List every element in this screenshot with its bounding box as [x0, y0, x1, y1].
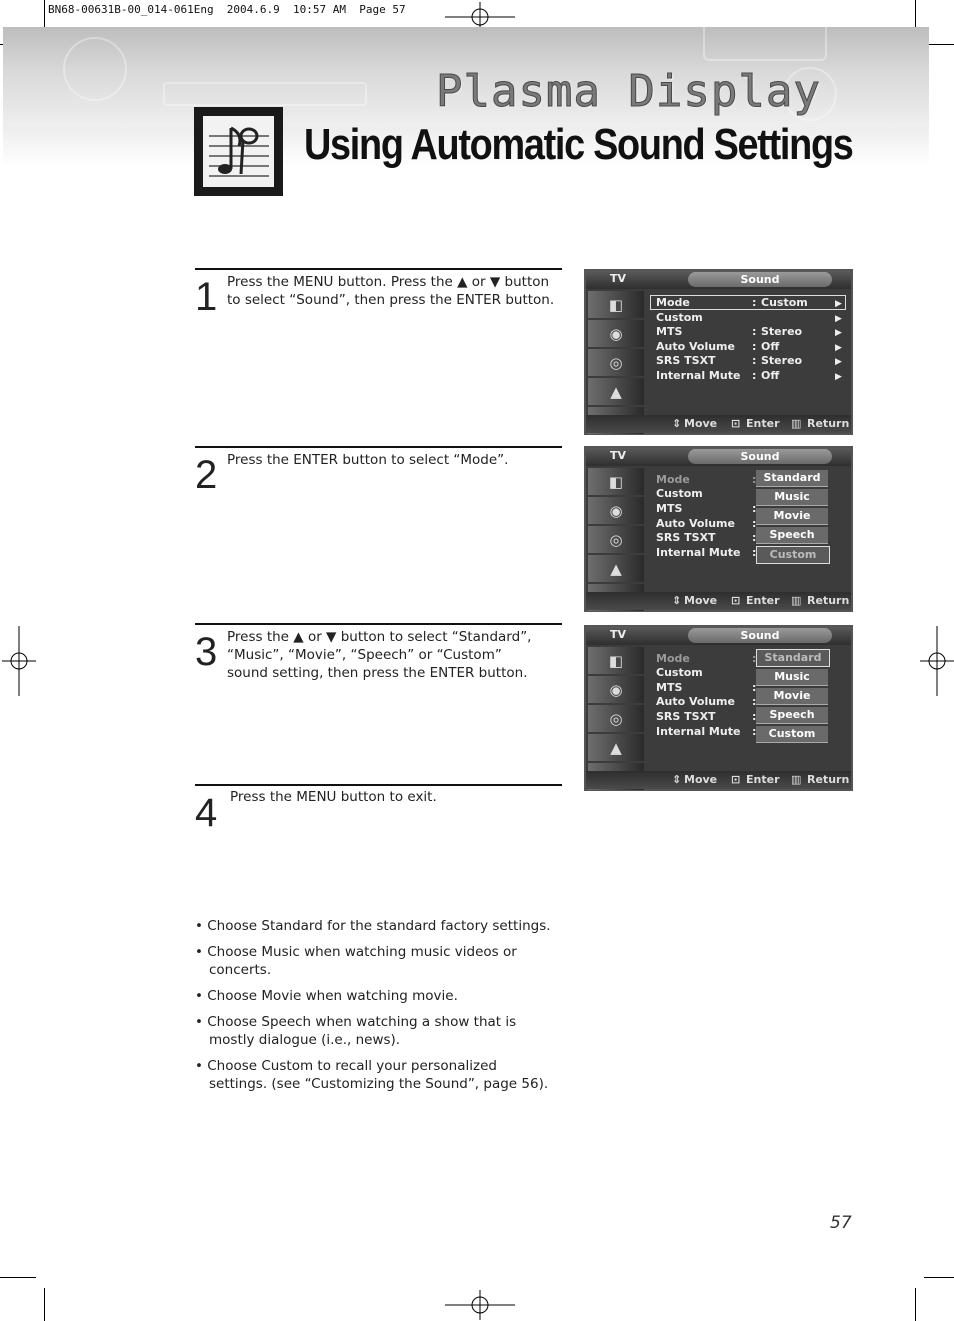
menu-title: Sound: [688, 628, 832, 643]
step-divider: [195, 784, 562, 786]
crop-mark: [924, 1277, 954, 1278]
step-text: Press the ▲ or ▼ button to select “Standard”, “Music”, “Movie”, “Speech” or “Custom” sound setting, then press the ENTER button.: [227, 629, 532, 681]
step-text: Press the MENU button. Press the ▲ or ▼ button to select “Sound”, then press the ENTER button.: [227, 274, 555, 308]
menu-item-custom[interactable]: Custom: [656, 487, 703, 500]
footer-return: Return: [807, 773, 850, 786]
note-item: • Choose Custom to recall your personalized settings. (see “Customizing the Sound”, page 56).: [195, 1058, 549, 1092]
step-number: 2: [195, 453, 218, 497]
step-number: 4: [195, 791, 218, 835]
footer-return: Return: [807, 417, 850, 430]
return-icon: ▥: [791, 417, 802, 430]
picture-icon[interactable]: ◧: [588, 468, 644, 495]
page-title: Using Automatic Sound Settings: [304, 120, 853, 169]
arrow-right-icon: ▶: [835, 357, 842, 367]
menu-item-srs-tsxt[interactable]: SRS TSXT : Stereo ▶: [656, 354, 842, 370]
registration-mark-icon: [445, 1290, 515, 1320]
footer-move: Move: [684, 773, 718, 786]
menu-item-auto-volume[interactable]: Auto Volume :: [656, 695, 757, 708]
option-movie[interactable]: Movie: [756, 508, 828, 525]
arrow-right-icon: ▶: [835, 372, 842, 382]
crop-mark: [0, 1277, 36, 1278]
menu-item-auto-volume[interactable]: Auto Volume : Off ▶: [656, 340, 842, 356]
page-number: 57: [830, 1213, 852, 1233]
tv-menu-header: [586, 271, 851, 289]
footer-move: Move: [684, 594, 718, 607]
channel-icon[interactable]: ◎: [588, 349, 644, 376]
menu-item-internal-mute[interactable]: Internal Mute :: [656, 725, 757, 738]
menu-item-srs-tsxt[interactable]: SRS TSXT :: [656, 710, 757, 723]
step-text: Press the MENU button to exit.: [230, 789, 437, 805]
move-icon: ⇕: [672, 773, 682, 786]
arrow-right-icon: ▶: [835, 343, 842, 353]
option-standard[interactable]: Standard: [756, 649, 830, 667]
tv-label: TV: [610, 628, 627, 641]
move-icon: ⇕: [672, 594, 682, 607]
step-number: 3: [195, 630, 218, 674]
menu-title: Sound: [688, 272, 832, 287]
sound-icon[interactable]: ◉: [588, 497, 644, 524]
menu-item-mode[interactable]: Mode : Custom ▶: [656, 296, 842, 312]
option-custom[interactable]: Custom: [756, 546, 830, 564]
footer-enter: Enter: [746, 594, 780, 607]
step-divider: [195, 446, 562, 448]
menu-item-auto-volume[interactable]: Auto Volume :: [656, 517, 757, 530]
arrow-right-icon: ▶: [835, 314, 842, 324]
sound-icon[interactable]: ◉: [588, 320, 644, 347]
tv-menu-header: [586, 627, 851, 645]
menu-footer: [586, 771, 851, 789]
note-item: • Choose Speech when watching a show that is mostly dialogue (i.e., news).: [195, 1014, 517, 1048]
setup-icon[interactable]: ▲: [588, 555, 644, 582]
option-speech[interactable]: Speech: [756, 707, 828, 724]
registration-mark-icon: [2, 626, 36, 696]
option-speech[interactable]: Speech: [756, 527, 828, 544]
enter-icon: ⊡: [731, 417, 741, 430]
move-icon: ⇕: [672, 417, 682, 430]
setup-icon[interactable]: ▲: [588, 734, 644, 761]
menu-item-internal-mute[interactable]: Internal Mute : Off ▶: [656, 369, 842, 385]
menu-item-custom[interactable]: Custom: [656, 666, 703, 679]
crop-mark: [915, 0, 916, 30]
step-number: 1: [195, 275, 218, 319]
menu-item-srs-tsxt[interactable]: SRS TSXT :: [656, 531, 757, 544]
channel-icon[interactable]: ◎: [588, 526, 644, 553]
menu-footer: [586, 415, 851, 433]
option-music[interactable]: Music: [756, 489, 828, 506]
note-item: • Choose Movie when watching movie.: [195, 988, 458, 1004]
step-divider: [195, 268, 562, 270]
option-custom[interactable]: Custom: [756, 726, 828, 743]
footer-enter: Enter: [746, 417, 780, 430]
footer-move: Move: [684, 417, 718, 430]
crop-mark: [915, 1288, 916, 1321]
tv-label: TV: [610, 449, 627, 462]
note-item: • Choose Music when watching music videos or concerts.: [195, 944, 517, 978]
footer-enter: Enter: [746, 773, 780, 786]
menu-item-mts[interactable]: MTS :: [656, 681, 757, 694]
tv-menu-screen-2: [584, 446, 853, 612]
registration-mark-icon: [920, 626, 954, 696]
mode-options-list: [756, 649, 830, 745]
tv-menu-screen-1: [584, 269, 853, 435]
print-slug: BN68-00631B-00_014-061Eng 2004.6.9 10:57 AM Page 57: [48, 3, 406, 16]
crop-mark: [44, 1288, 45, 1321]
tv-label: TV: [610, 272, 627, 285]
tv-menu-screen-3: [584, 625, 853, 791]
picture-icon[interactable]: ◧: [588, 291, 644, 318]
step-text: Press the ENTER button to select “Mode”.: [227, 452, 509, 468]
note-item: • Choose Standard for the standard factory settings.: [195, 918, 551, 934]
crop-mark: [44, 0, 45, 30]
menu-item-mts[interactable]: MTS : Stereo ▶: [656, 325, 842, 341]
menu-item-mts[interactable]: MTS :: [656, 502, 757, 515]
channel-icon[interactable]: ◎: [588, 705, 644, 732]
option-music[interactable]: Music: [756, 669, 828, 686]
tv-menu-header: [586, 448, 851, 466]
setup-icon[interactable]: ▲: [588, 378, 644, 405]
sound-icon[interactable]: ◉: [588, 676, 644, 703]
picture-icon[interactable]: ◧: [588, 647, 644, 674]
return-icon: ▥: [791, 594, 802, 607]
menu-item-mode[interactable]: Mode :: [656, 473, 757, 486]
menu-item-internal-mute[interactable]: Internal Mute :: [656, 546, 757, 559]
option-movie[interactable]: Movie: [756, 688, 828, 705]
arrow-right-icon: ▶: [835, 328, 842, 338]
return-icon: ▥: [791, 773, 802, 786]
mode-options-list: [756, 470, 830, 566]
arrow-right-icon: ▶: [835, 299, 842, 309]
music-notes-icon: [194, 107, 283, 196]
enter-icon: ⊡: [731, 773, 741, 786]
notes-list: [195, 917, 565, 1101]
option-standard[interactable]: Standard: [756, 470, 828, 487]
footer-return: Return: [807, 594, 850, 607]
step-divider: [195, 623, 562, 625]
menu-title: Sound: [688, 449, 832, 464]
menu-item-custom[interactable]: Custom ▶: [656, 311, 842, 327]
enter-icon: ⊡: [731, 594, 741, 607]
brand-wordmark: Plasma Display: [436, 66, 821, 117]
menu-footer: [586, 592, 851, 610]
menu-item-mode[interactable]: Mode :: [656, 652, 757, 665]
